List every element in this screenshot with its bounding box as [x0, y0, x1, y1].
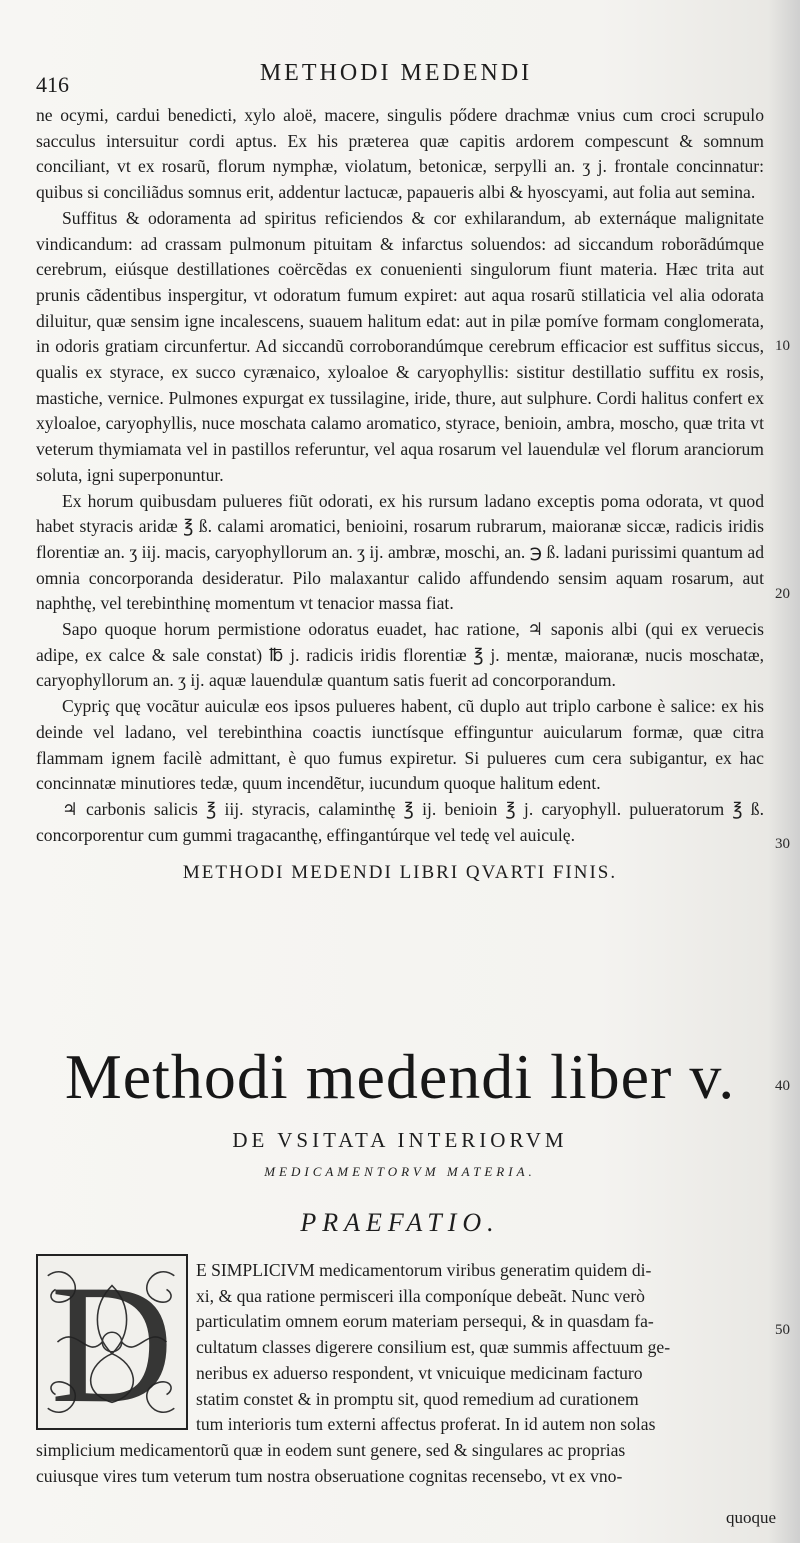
page-header: [36, 60, 756, 96]
preface-line: cuiusque vires tum veterum tum nostra obseruatione cognitas recensebo, vt ex vno-: [36, 1465, 623, 1486]
book-subtitle: DE VSITATA INTERIORVM: [232, 1128, 568, 1152]
paragraph-4: Sapo quoque horum permistione odoratus euadet, hac ratione, ♃ saponis albi (qui ex veruecis adipe, ex calce & sale constat) ℔ j. radicis iridis florentiæ ℥ j. mentæ, maioranæ, nucis moschatæ, caryophyllorum an. ʒ ij. aquæ lauendulæ quantum satis fuerit ad concorporandum.: [36, 619, 764, 691]
margin-number-20: 20: [775, 586, 790, 602]
preface-line: E SIMPLICIVM medicamentorum viribus generatim quidem di-: [196, 1260, 652, 1280]
main-text: [36, 103, 764, 886]
book-closing-line: METHODI MEDENDI LIBRI QVARTI FINIS.: [182, 862, 618, 884]
preface-line: simplicium medicamentorũ quæ in eodem sunt genere, sed & singulares ac proprias: [36, 1439, 626, 1460]
preface-line: cultatum classes digerere consilium est, quæ summis affectuum ge-: [196, 1337, 671, 1358]
paragraph-3: Ex horum quibusdam pulueres fiũt odorati, ex his rursum ladano exceptis poma odorata, vt quod habet styracis aridæ ℥ ß. calami aromatici, benioini, rosarum rubrarum, maioranæ siccæ, radicis iridis florentiæ an. ʒ iij. macis, caryophyllorum an. ʒ ij. ambræ, moschi, an. ℈ ß. ladani purissimi quantum ad omnia concorporanda desideratur. Pilo malaxantur calido affundendo sensim aquam rosarum, aut naphthę, vel terebinthinę momentum vt tenacior massa fiat.: [36, 490, 764, 614]
paragraph-1: ne ocymi, cardui benedicti, xylo aloë, macere, singulis pődere drachmæ vnius cum croci scrupulo sacculus intersuitur cordi aptus. Ex his præterea quæ capitis ardorem compescunt & somnum conciliant, vt ex rosarũ, florum nymphæ, violatum, betonicæ, serpylli an. ʒ j. frontale concinnatur: quibus si conciliãdus somnus erit, addentur lactucæ, papaueris albi & hyoscyami, aut folia aut semina.: [36, 105, 764, 203]
running-head: METHODI MEDENDI: [259, 60, 533, 86]
page-number: 416: [36, 72, 69, 97]
preface-line: neribus ex aduerso respondent, vt vnicuique medicinam facturo: [196, 1362, 643, 1383]
catchword: quoque: [725, 1508, 776, 1527]
drop-cap-letter: D: [50, 1250, 174, 1438]
preface-line: particulatim omnem eorum materiam persequi, & in quasdam fa-: [196, 1311, 654, 1332]
preface-heading: PRAEFATIO.: [300, 1208, 500, 1237]
preface-line: statim constet & in promptu sit, quod remedium ad curationem: [196, 1388, 639, 1409]
margin-number-40: 40: [775, 1078, 790, 1094]
book-title: Methodi medendi liber v.: [64, 1041, 736, 1112]
book-subtitle-small: MEDICAMENTORVM MATERIA.: [264, 1164, 536, 1179]
paragraph-6: ♃ carbonis salicis ℥ iij. styracis, calaminthę ℥ ij. benioin ℥ j. caryophyll. pulueratorum ℥ ß. concorporentur cum gummi tragacanthę, effingantúrque vel tedę vel auiculę.: [36, 798, 764, 845]
margin-number-50: 50: [775, 1322, 790, 1338]
paragraph-2: Suffitus & odoramenta ad spiritus reficiendos & cor exhilarandum, ab externáque malignitate vindicandum: ad crassam pulmonum pituitam & infarctus soluendos: ad siccandum roborãdúmque cerebrum, eiúsque destillationes coërcẽdas ex conuenienti singulorum fiunt materia. Hæc trita aut prunis cãdentibus inspergitur, vt odoratum fumum expiret: aut aqua rosarũ stillaticia vel alia odorata diluitur, quæ sensim igne incalescens, suauem halitum edat: aut in pilæ pomíve formam conglomerata, in odoris gratiam circunfertur. Ad siccandũ corroborandúmque cerebrum efficacior est suffitus siccus, qualis ex styrace, ex succo cyrænaico, xyloaloe & caryophyllis: sistitur destillatio suffitu ex rosis, mastiche, vernice. Pulmones expurgat ex tussilagine, iride, thure, aut sulphure. Cordi halitus confert ex xyloaloe, caryophyllis, nuce moschata calamo aromatico, styrace, benioin, ambra, moscho, quæ trita vt veterum thymiamata vel in pastillos referuntur, vel aqua rosarum vel lauendulæ vel florum aranciorum soluta, igni superponuntur.: [36, 207, 764, 485]
margin-number-10: 10: [775, 338, 790, 354]
preface-line: tum interioris tum externi affectus proferat. In id autem non solas: [196, 1414, 656, 1435]
preface-text: [36, 1250, 764, 1489]
paragraph-5: Cypriç quę vocãtur auiculæ eos ipsos pulueres habent, cũ duplo aut triplo carbone è salice: ex his deinde vel ladano, vel terebinthina coactis iunctísque effinguntur auicularum formæ, quæ citra flammam ignem facilè admittant, è quo fumus expiretur. Si pulueres cum cera subigantur, ex hac concinnatæ minutiores tedæ, quum incendẽtur, iucundum quoque halitum edent.: [36, 696, 764, 794]
margin-number-30: 30: [775, 836, 790, 852]
preface-line: xi, & qua ratione permisceri illa componíque debeãt. Nunc verò: [196, 1285, 645, 1306]
